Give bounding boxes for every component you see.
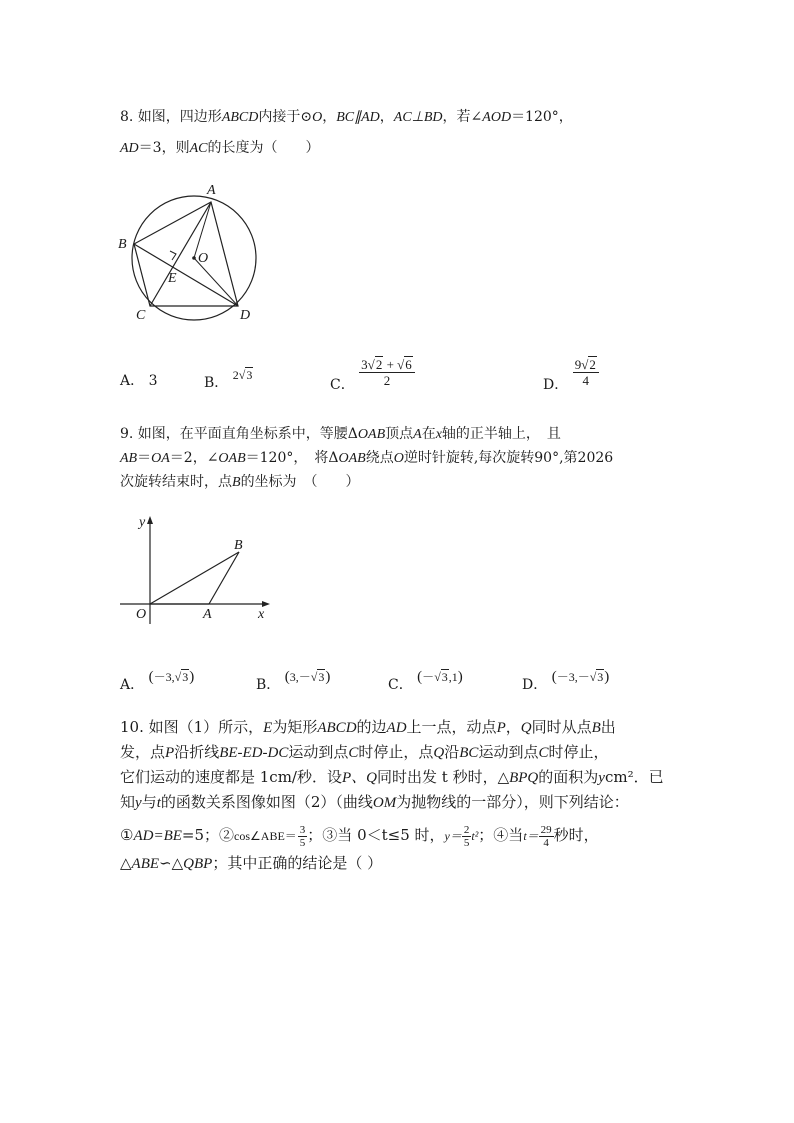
fraction: $\frac{3√2 + √6}{2}$ [359,357,415,388]
label-x: x [258,607,265,622]
label-a: A [203,607,212,622]
radicand: 3 [597,670,604,684]
q10-abe: ABE [131,856,160,872]
q10-t-squared: t² [471,829,479,843]
q9-stem-line2 [120,448,613,469]
q10-rect: ABCD [317,720,357,736]
q10-text: 的面积为 [538,768,599,786]
q10-text: △ [120,854,132,872]
q9-option-a[interactable]: A． (－3,√3) [120,669,195,693]
label-e: E [168,271,177,286]
q10-text: ① [120,826,134,844]
q10-text: 秒时， [553,826,599,844]
fraction [462,824,472,849]
q10-bpq: BPQ [509,770,539,786]
q8-ad: AD [120,141,139,156]
q10-qbp: QBP [183,856,213,872]
q8-angle: AOD [482,110,512,125]
q9-stem-line1 [120,424,561,445]
option-label: C． [330,376,355,393]
radicand: 2 [375,357,383,372]
q9-stem-line3 [120,472,360,493]
q9-text: 在 [421,426,436,442]
coords: －3,－ [556,670,590,684]
radicand: 3 [441,670,448,684]
q10-line1 [120,717,616,738]
q10-line4 [120,792,629,813]
q8-quad: ABCD [221,110,259,125]
q10-c: C [348,745,359,761]
option-label: D． [543,376,569,393]
q10-path: BE-ED-DC [219,745,289,761]
q10-t-eq: t＝ [523,829,539,843]
fraction: $\frac{9√2}{4}$ [573,357,599,388]
q8-option-d[interactable] [543,357,599,393]
q10-text: 为矩形 [272,718,318,736]
q9-text: 顶点 [385,426,414,442]
q10-text: 出 [600,718,616,736]
q9-angle: OAB [218,451,246,466]
q10-pq: P、Q [342,770,377,786]
q9-text: 逆时针旋转,每次旋转90°,第2026 [403,450,614,466]
segment-ob [150,552,239,604]
label-o: O [198,251,209,266]
q8-option-b[interactable]: B． 2√3 [204,368,253,391]
q8-parallel: BC∥AD [336,110,380,125]
q10-cos: cos∠ABE＝ [234,829,297,843]
q10-q: Q [520,720,532,736]
q8-stem-line1 [120,107,573,128]
q10-ad-be: AD=BE [133,828,182,844]
q10-t: t [156,795,161,811]
q10-line3 [120,767,664,788]
q9-text: ＝ [137,450,152,466]
radicand: 3 [318,670,325,684]
q10-text: 的边 [356,718,387,736]
q9-point-a: A [413,427,422,442]
q9-text: 绕点 [365,450,394,466]
center-point [192,256,196,260]
q8-ac: AC [189,141,208,156]
option-label: D． [522,677,548,693]
label-c: C [136,308,146,323]
q8-perp: AC⊥BD [393,110,443,125]
denominator: 4 [582,373,589,388]
quadrilateral-abcd [134,202,238,306]
q8-text: ， [322,109,337,125]
q9-text: ＝2，∠ [169,450,219,466]
q8-text: ，若∠ [442,109,483,125]
x-coord: －3, [153,670,175,684]
segment-ab [209,552,239,604]
q9-o: O [393,451,404,466]
q10-text: 沿 [444,743,460,761]
fraction [539,824,554,849]
label-a: A [207,183,216,198]
coef: 2 [232,368,239,382]
label-b: B [118,237,127,252]
q10-b: B [591,720,601,736]
coords: 3,－ [289,670,311,684]
q10-y: y [598,770,605,786]
radicand: 2 [589,357,596,372]
q8-stem-line2 [120,138,319,159]
option-label: A． [120,677,145,693]
denominator: 5 [463,836,470,849]
q9-text: 9. 如图，在平面直角坐标系中，等腰Δ [120,426,358,442]
coef: 3 [361,357,368,372]
q8-text: 的长度为（ ） [207,140,320,156]
q10-text: 与 [141,793,157,811]
radicand: 3 [182,670,189,684]
q10-text: ， [505,718,521,736]
q10-text: 知 [120,793,136,811]
plus: + [386,357,394,372]
q10-text: 时停止， [548,743,609,761]
q9-option-c[interactable]: C． (－√3,1) [388,669,463,693]
q10-p: P [165,745,175,761]
q10-om: OM [372,795,397,811]
q9-text: 次旋转结束时，点 [120,474,232,490]
label-o: O [136,607,147,622]
q8-text: ＝120°， [511,109,573,125]
q10-line6 [120,853,382,874]
option-label: A． [120,373,145,389]
q10-text: cm²．已 [604,768,664,786]
q8-circle-o: O [312,110,323,125]
q10-text: 为抛物线的一部分），则下列结论： [396,793,629,811]
q10-text: 运动到点 [288,743,349,761]
q9-tri: OAB [357,427,386,442]
q10-text: 上一点，动点 [406,718,497,736]
q9-point-b: B [232,475,241,490]
q10-text: =5；② [181,826,235,844]
q9-x: x [435,427,442,442]
radicand: 6 [405,357,412,372]
q9-oa: OA [151,451,170,466]
q8-text: ＝3，则 [138,140,190,156]
y-arrow [147,516,153,524]
q8-option-c[interactable] [330,357,415,393]
q10-e: E [263,720,273,736]
q10-text: ；③当 0＜t≤5 时， [307,826,445,844]
q10-text: 沿折线 [174,743,220,761]
q9-text: ＝120°， 将Δ [245,450,339,466]
q10-line2 [120,742,608,763]
label-b: B [234,538,243,553]
q9-text: 轴的正半轴上， 且 [441,426,561,442]
y-coord: ,1 [448,670,458,684]
denominator: 4 [543,836,549,849]
q10-text: 同时出发 t 秒时，△ [377,768,510,786]
segment-bd [134,244,238,306]
q9-text: 的坐标为 （ ） [240,474,360,490]
q10-text: ；④当 [478,826,524,844]
q8-text: 8. 如图，四边形 [120,109,222,125]
q8-text: 内接于⊙ [258,109,313,125]
minus: － [422,670,435,684]
q10-bc: BC [459,745,479,761]
numerator: 2 [463,823,470,836]
coef: 9 [574,357,582,372]
q10-text: ；其中正确的结论是（ ） [212,854,383,872]
q8-circle-figure [110,180,270,325]
q10-y: y [135,795,142,811]
q10-ad: AD [386,720,407,736]
numerator: 3 [299,823,306,836]
q10-q: Q [433,745,445,761]
option-value: 3 [148,373,158,389]
q10-text: 时停止，点 [358,743,434,761]
radicand: 3 [246,368,253,382]
q10-text: 的函数关系图像如图（2）（曲线 [160,793,373,811]
q8-text: ， [379,109,394,125]
q9-option-b[interactable]: B． (3,－√3) [256,669,331,693]
q10-text: 同时从点 [531,718,592,736]
q10-text: 运动到点 [478,743,539,761]
q9-option-d[interactable]: D． (－3,－√3) [522,669,610,693]
q9-ab: AB [120,451,138,466]
q9-coordinate-figure [115,512,275,627]
option-label: B． [204,375,229,391]
numerator: 29 [540,823,552,836]
label-y: y [139,515,146,530]
q10-text: 它们运动的速度都是 1cm/秒．设 [120,768,342,786]
denominator: 2 [383,373,391,388]
right-angle-mark [170,251,176,260]
label-d: D [240,308,251,323]
q10-line5 [120,820,599,851]
option-label: B． [256,677,281,693]
q10-text: 发，点 [120,743,166,761]
q8-option-a[interactable] [120,370,158,390]
q10-y-eq: y＝ [444,829,462,843]
q10-p: P [496,720,506,736]
q9-tri: OAB [338,451,366,466]
q10-c: C [538,745,549,761]
denominator: 5 [299,836,306,849]
option-label: C． [388,677,413,693]
q10-text: 10. 如图（1）所示， [120,718,264,736]
fraction [298,824,308,849]
q10-sim: ∽△ [159,854,184,872]
